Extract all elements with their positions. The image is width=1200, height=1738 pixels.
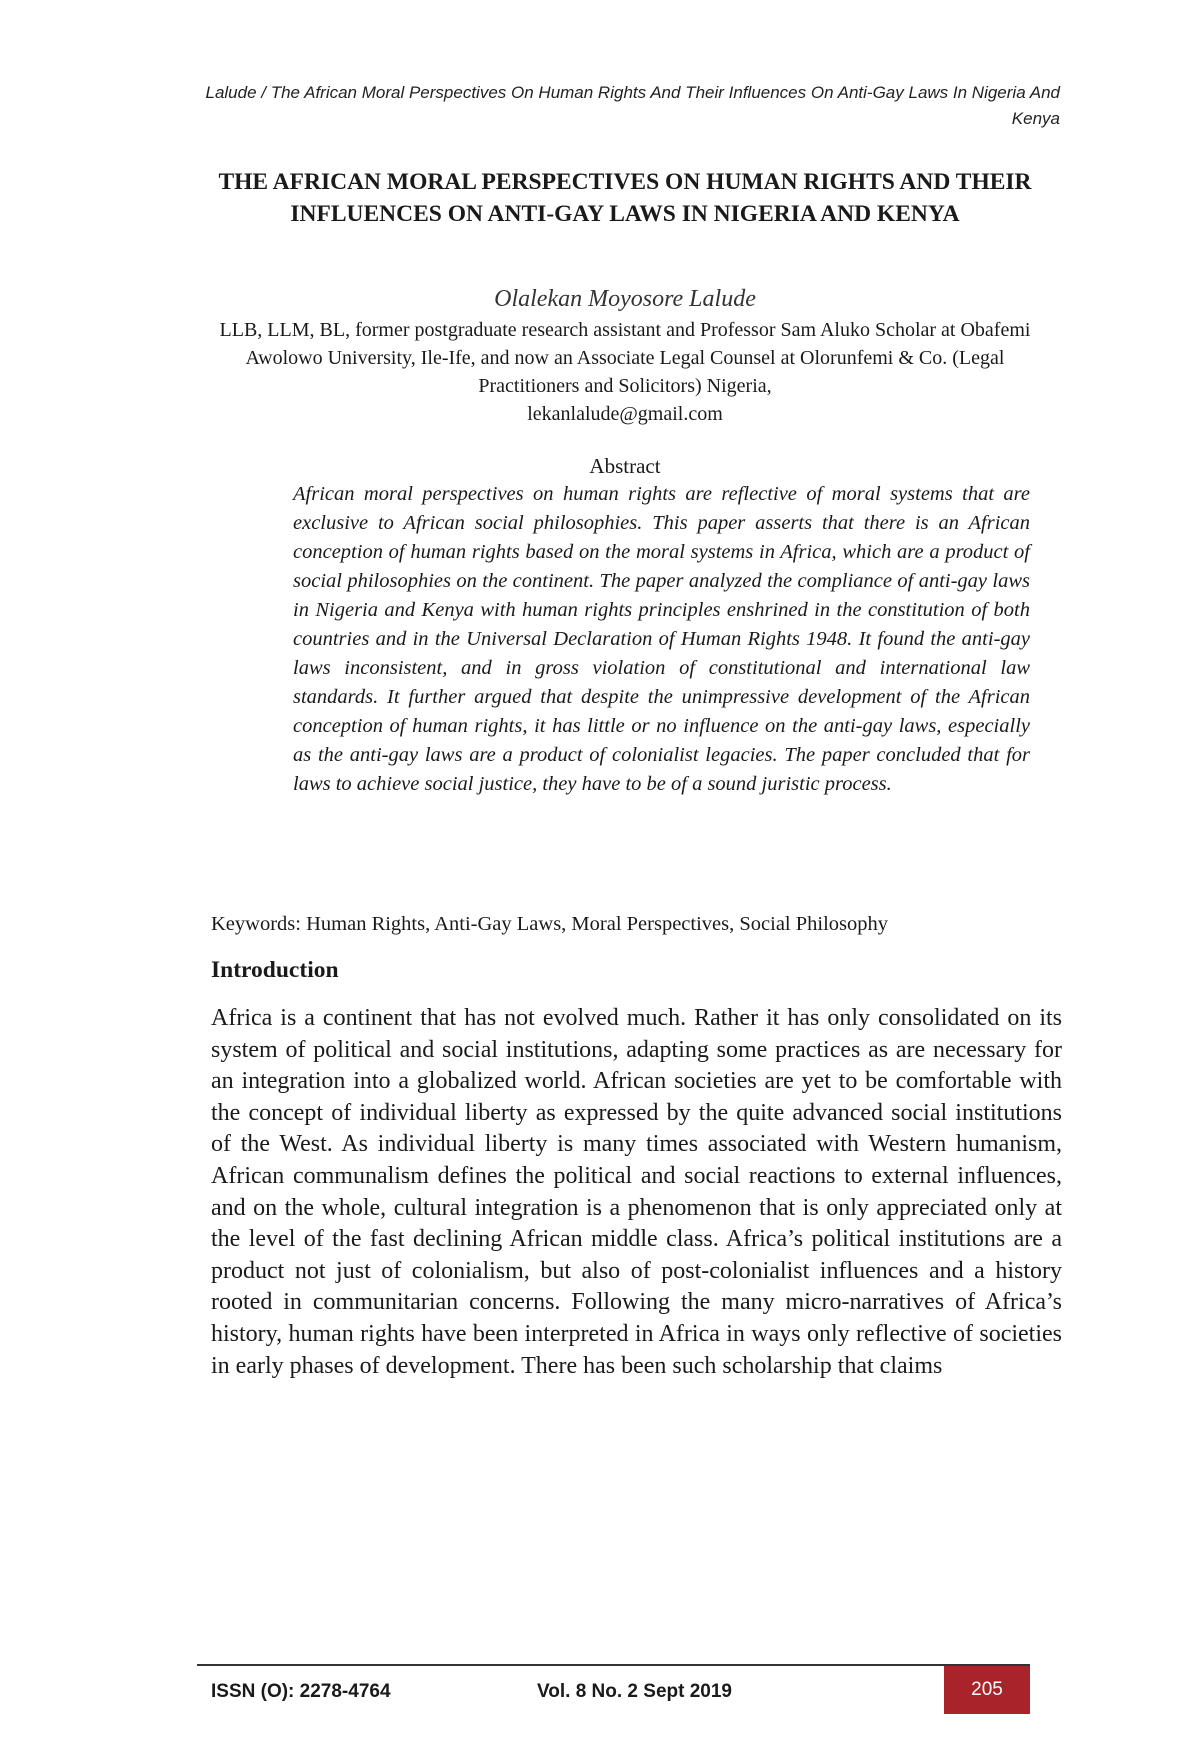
keywords-text: Human Rights, Anti-Gay Laws, Moral Perspectives, Social Philosophy: [306, 913, 889, 935]
running-head: Lalude / The African Moral Perspectives On Human Rights And Their Influences On Anti-Gay Laws In Nigeria And Kenya: [205, 83, 1060, 128]
page-number-badge: 205: [944, 1666, 1030, 1714]
author-name: Olalekan Moyosore Lalude: [494, 286, 756, 312]
abstract-heading: Abstract: [589, 454, 661, 478]
footer-rule: [197, 1664, 1030, 1666]
page-footer: [197, 1670, 1030, 1714]
footer-volume: Vol. 8 No. 2 Sept 2019: [537, 1681, 733, 1702]
abstract-body: African moral perspectives on human rights are reflective of moral systems that are exclusive to African social philosophies. This paper asserts that there is an African conception of human rights based on the moral systems in Africa, which are a product of social philosophies on the continent. The paper analyzed the compliance of anti-gay laws in Nigeria and Kenya with human rights principles enshrined in the constitution of both countries and in the Universal Declaration of Human Rights 1948. It found the anti-gay laws inconsistent, and in gross violation of constitutional and international law standards. It further argued that despite the unimpressive development of the African conception of human rights, it has little or no influence on the anti-gay laws, especially as the anti-gay laws are a product of colonialist legacies. The paper concluded that for laws to achieve social justice, they have to be of a sound juristic process.: [293, 483, 1030, 795]
keywords-line: [211, 910, 1071, 938]
footer-issn: ISSN (O): 2278-4764: [211, 1681, 391, 1702]
paper-title: THE AFRICAN MORAL PERSPECTIVES ON HUMAN RIGHTS AND THEIR INFLUENCES ON ANTI-GAY LAWS IN NIGERIA AND KENYA: [218, 169, 1032, 227]
keywords-label: Keywords:: [211, 913, 301, 935]
author-affiliation: LLB, LLM, BL, former postgraduate research assistant and Professor Sam Aluko Scholar at Obafemi Awolowo University, Ile-Ife, and now an Associate Legal Counsel at Olorunfemi & Co. (Legal Practitioners and Solicitors) Nigeria,: [219, 319, 1031, 397]
introduction-heading: Introduction: [211, 957, 339, 983]
introduction-body: Africa is a continent that has not evolved much. Rather it has only consolidated on its system of political and social institutions, adapting some practices as are necessary for an integration into a globalized world. African societies are yet to be comfortable with the concept of individual liberty as expressed by the quite advanced social institutions of the West. As individual liberty is many times associated with Western humanism, African communalism defines the political and social reactions to external influences, and on the whole, cultural integration is a phenomenon that is only appreciated only at the level of the fast declining African middle class. Africa’s political institutions are a product not just of colonialism, but also of post-colonialist influences and a history rooted in communitarian concerns. Following the many micro-narratives of Africa’s history, human rights have been interpreted in Africa in ways only reflective of societies in early phases of development. There has been such scholarship that claims: [211, 1005, 1062, 1379]
author-affiliation-block: [200, 316, 1050, 428]
author-email: lekanlalude@gmail.com: [527, 403, 723, 425]
